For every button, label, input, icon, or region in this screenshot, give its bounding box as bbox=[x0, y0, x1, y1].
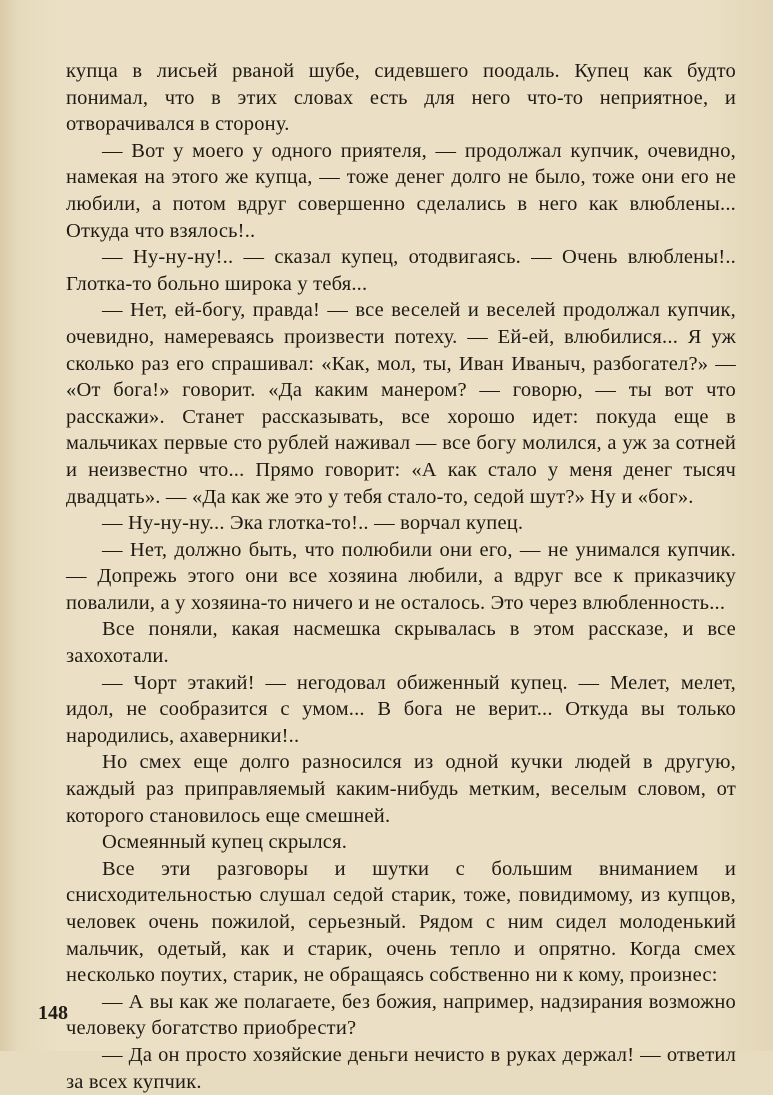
paragraph: — А вы как же полагаете, без божия, например, надзирания возможно человеку богатство приобрести? bbox=[66, 990, 736, 1040]
paragraph: Все эти разговоры и шутки с большим вниманием и снисходительностью слушал седой старик, тоже, повидимому, из купцов, человек очень пожилой, серьезный. Рядом с ним сидел молоденький мальчик, одетый, как и старик, очень тепло и опрятно. Когда смех несколько поутих, старик, не обращаясь собственно ни к кому, произнес: bbox=[66, 857, 736, 987]
paragraph: — Да он просто хозяйские деньги нечисто в руках держал! — ответил за всех купчик. bbox=[66, 1043, 736, 1093]
page-text bbox=[66, 58, 736, 1095]
paragraph: — Нет, ей-богу, правда! — все веселей и веселей продолжал купчик, очевидно, намереваясь произвести потеху. — Ей-ей, влюбилися... Я уж сколько раз его спрашивал: «Как, мол, ты, Иван Иваныч, разбогател?» — «От бога!» говорит. «Да каким манером? — говорю, — ты вот что расскажи». Станет рассказывать, все хорошо идет: покуда еще в мальчиках первые сто рублей наживал — все богу молился, а уж за сотней и неизвестно что... Прямо говорит: «А как стало у меня денег тысяч двадцать». — «Да как же это у тебя стало-то, седой шут?» Ну и «бог». bbox=[66, 299, 736, 508]
page-number: 148 bbox=[38, 1002, 68, 1024]
paragraph: купца в лисьей рваной шубе, сидевшего поодаль. Купец как будто понимал, что в этих словах есть для него что-то неприятное, и отворачивался в сторону. bbox=[66, 60, 736, 136]
paragraph: Осмеянный купец скрылся. bbox=[102, 831, 348, 854]
paragraph: Все поняли, какая насмешка скрывалась в этом рассказе, и все захохотали. bbox=[66, 618, 736, 668]
paragraph: — Нет, должно быть, что полюбили они его, — не унимался купчик. — Допрежь этого они все хозяина любили, а вдруг все к приказчику повалили, а у хозяина-то ничего и не осталось. Это через влюбленность... bbox=[66, 538, 736, 614]
paragraph: — Вот у моего у одного приятеля, — продолжал купчик, очевидно, намекая на этого же купца, — тоже денег долго не было, тоже они его не любили, а потом вдруг совершенно сделались в него как влюблены... Откуда что взялось!.. bbox=[66, 139, 736, 242]
paragraph: Но смех еще долго разносился из одной кучки людей в другую, каждый раз приправляемый каким-нибудь метким, веселым словом, от которого становилось еще смешней. bbox=[66, 751, 736, 827]
paragraph: — Ну-ну-ну... Эка глотка-то!.. — ворчал купец. bbox=[102, 512, 524, 535]
paragraph: — Чорт этакий! — негодовал обиженный купец. — Мелет, мелет, идол, не сообразится с умом... В бога не верит... Откуда вы только народились, ахаверники!.. bbox=[66, 671, 736, 747]
paragraph: — Ну-ну-ну!.. — сказал купец, отодвигаясь. — Очень влюблены!.. Глотка-то больно широка у тебя... bbox=[66, 246, 736, 295]
